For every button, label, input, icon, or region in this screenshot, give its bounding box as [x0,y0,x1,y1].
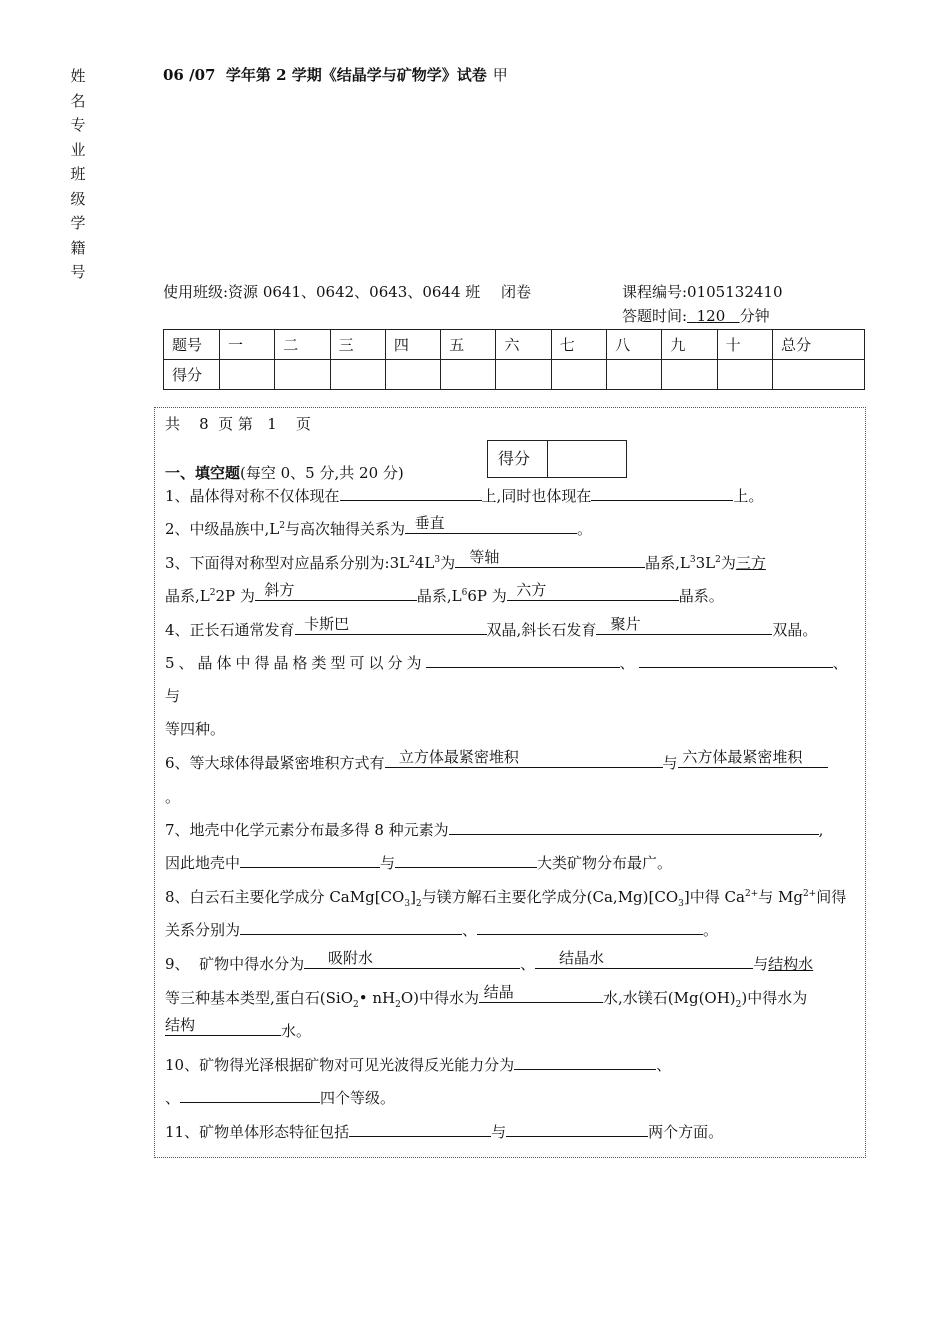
question-10: 10、矿物得光泽根据矿物对可见光波得反光能力分为 、 [165,1056,672,1074]
question-5-end: 等四种。 [165,720,226,738]
question-11: 11、矿物单体形态特征包括 与 两个方面。 [165,1123,724,1141]
class-info: 使用班级:资源 0641、0642、0643、0644 班 [163,283,481,301]
question-2: 2、中级晶族中$,L^2$与高次轴得关系为 垂直 。 [165,514,593,538]
score-cell[interactable] [607,360,662,390]
page-info: 共 8 页 第 1 页 [165,415,311,433]
answer-blank[interactable] [426,652,620,668]
header-cell: 一 [220,330,275,360]
answer-blank[interactable] [340,485,482,501]
score-cell[interactable] [441,360,496,390]
header-cell: 题号 [164,330,220,360]
question-10-cont: 、 四个等级。 [165,1089,396,1107]
side-char: 学 [70,214,86,232]
student-info-column [68,64,88,285]
side-char: 籍 [70,238,86,257]
question-3-line-2: 晶系$,L^22P$ 为 斜方 晶系$,L^66P$ 为 六方 晶系。 [165,581,724,605]
answer-blank[interactable]: 六方 [507,585,679,601]
answer-blank[interactable] [591,485,733,501]
answer-blank[interactable]: 聚片 [596,619,772,635]
side-char: 级 [70,189,86,208]
answer-blank[interactable]: 结晶水 [535,953,753,969]
side-char: 号 [70,263,86,281]
score-cell[interactable] [551,360,606,390]
answer-blank[interactable]: 结晶 [479,987,603,1003]
exam-title-text: 06 /07 学年第 2 学期《结晶学与矿物学》试卷 [163,66,487,84]
question-3-line-1: 3、下面得对称型对应晶系分别为$:3L^24L^3$为 等轴 晶系$,L^33L^2$为三方 [165,548,766,572]
score-table-header [164,330,865,360]
score-box-label: 得分 [488,441,548,477]
time-label: 答题时间: [622,307,688,325]
score-cell[interactable] [385,360,440,390]
side-char: 班 [70,165,86,183]
question-5: 5、晶体中得晶格类型可以分为 、 、 [165,654,852,672]
question-8-cont: 关系分别为 、 。 [165,921,719,939]
course-code: 课程编号:0105132410 [622,283,783,301]
score-cell[interactable] [496,360,551,390]
question-4: 4、正长石通常发育 卡斯巴 双晶,斜长石发育 聚片 双晶。 [165,615,818,639]
time-unit: 分钟 [739,307,770,325]
section-title: 一、填空题 [165,464,241,482]
header-cell: 九 [662,330,717,360]
answer-blank[interactable]: 卡斯巴 [295,619,487,635]
question-5-cont: 与 [165,687,181,705]
score-cell[interactable] [220,360,275,390]
header-cell: 总分 [773,330,865,360]
question-7: 7、地壳中化学元素分布最多得 8 种元素为 , [165,821,824,839]
header-cell: 六 [496,330,551,360]
answer-filled[interactable]: 三方 [735,554,766,572]
header-cell: 五 [441,330,496,360]
answer-blank[interactable]: 等轴 [455,552,645,568]
answer-blank[interactable]: 吸附水 [304,953,520,969]
answer-blank[interactable] [240,852,380,868]
side-char: 业 [70,140,86,159]
answer-blank[interactable] [506,1121,648,1137]
answer-blank[interactable] [240,919,462,935]
question-6-end: 。 [165,788,181,806]
answer-blank[interactable]: 结构 [165,1020,281,1036]
header-cell: 四 [385,330,440,360]
score-cell[interactable] [275,360,330,390]
question-1: 1、晶体得对称不仅体现在 上,同时也体现在 上。 [165,487,764,505]
section-score-box [487,440,627,478]
question-7-cont: 因此地壳中 与 大类矿物分布最广。 [165,854,673,872]
question-9: 9、 矿物中得水分为 吸附水 、 结晶水 与结构水 [165,949,814,973]
score-cell[interactable] [662,360,717,390]
answer-sheet [154,407,866,1158]
answer-blank[interactable] [349,1121,491,1137]
header-cell: 三 [330,330,385,360]
question-8: 8、白云石主要化学成分 $CaMg[CO_3]_2$与镁方解石主要化学成分$(Ca,Mg)[CO_3]$中得 $Ca^{2+}$与 $Mg^{2+}$间得 [165,888,847,909]
section-note: (每空 0、5 分,共 20 分) [240,464,404,482]
answer-blank[interactable]: 斜方 [255,585,417,601]
side-char: 姓 [70,67,86,85]
answer-blank[interactable] [514,1054,656,1070]
section-heading [165,462,404,483]
header-cell: 二 [275,330,330,360]
score-cell[interactable] [773,360,865,390]
answer-blank[interactable]: 六方体最紧密堆积 [678,752,828,768]
exam-version: 甲 [492,66,508,84]
score-box-value[interactable] [548,441,624,477]
closed-book-label: 闭卷 [501,283,532,301]
side-char: 专 [70,116,86,134]
answer-blank[interactable] [639,652,833,668]
question-9-end: 结构 水。 [165,1016,312,1040]
header-cell: 八 [607,330,662,360]
answer-filled[interactable]: 结构水 [768,955,814,973]
score-table [163,329,865,390]
score-cell[interactable] [330,360,385,390]
exam-duration [622,305,770,326]
answer-blank[interactable] [180,1087,320,1103]
header-cell: 七 [551,330,606,360]
score-table-row [164,360,865,390]
score-cell[interactable] [717,360,772,390]
answer-blank[interactable]: 垂直 [405,518,577,534]
question-9-cont: 等三种基本类型,蛋白石(SiO$_2$• $nH_2O$)中得水为 结晶 水,水镁石$(Mg(OH)_2)$中得水为 [165,983,808,1010]
answer-blank[interactable]: 立方体最紧密堆积 [385,752,663,768]
answer-blank[interactable] [449,819,819,835]
answer-blank[interactable] [395,852,537,868]
side-char: 名 [70,91,86,110]
time-value: 120 [696,307,726,325]
question-6: 6、等大球体得最紧密堆积方式有 立方体最紧密堆积 与 六方体最紧密堆积 [165,752,828,773]
exam-title [163,64,508,85]
header-cell: 十 [717,330,772,360]
answer-blank[interactable] [477,919,703,935]
row-label: 得分 [164,360,220,390]
